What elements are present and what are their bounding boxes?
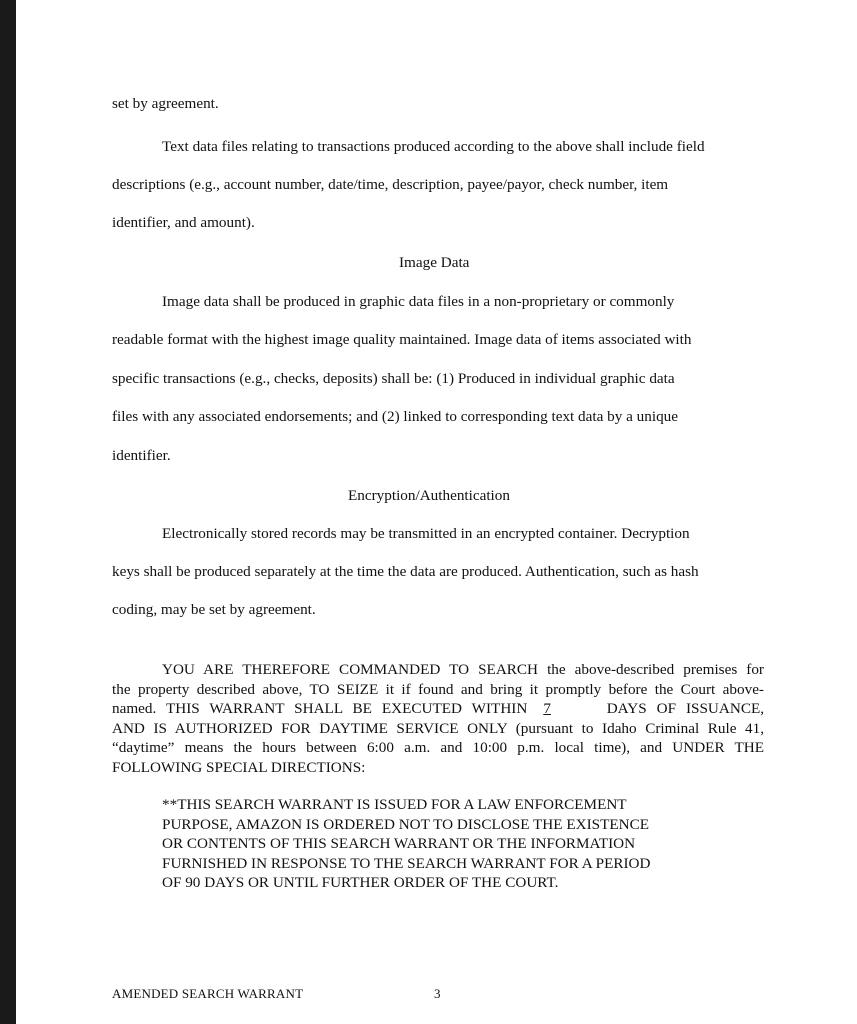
paragraph-line: Electronically stored records may be transmitted in an encrypted container. Decryption [162,525,690,542]
paragraph-line: keys shall be produced separately at the time the data are produced. Authentication, such as hash [112,563,699,580]
paragraph-line: Text data files relating to transactions produced according to the above shall include field [162,138,705,155]
image-data-heading: Image Data [399,254,470,271]
special-direction-line: OR CONTENTS OF THIS SEARCH WARRANT OR THE INFORMATION [162,835,636,852]
paragraph-line: set by agreement. [112,95,219,112]
paragraph-line: identifier, and amount). [112,214,255,231]
paragraph-line: identifier. [112,447,171,464]
paragraph-line: Image data shall be produced in graphic data files in a non-proprietary or commonly [162,293,675,310]
command-line-days [112,699,764,719]
special-direction-line: PURPOSE, AMAZON IS ORDERED NOT TO DISCLOSE THE EXISTENCE [162,815,650,833]
command-line: “daytime” means the hours between 6:00 a.m. and 10:00 p.m. local time), and UNDER THE [112,739,764,756]
document-page [16,0,857,1024]
command-line: FOLLOWING SPECIAL DIRECTIONS: [112,758,366,776]
command-paragraph [112,660,764,777]
paragraph-line: files with any associated endorsements; and (2) linked to corresponding text data by a unique [112,408,679,425]
special-direction-line: FURNISHED IN RESPONSE TO THE SEARCH WARRANT FOR A PERIOD [162,854,651,872]
command-line-suffix: DAYS OF ISSUANCE, [606,700,765,717]
days-value: 7 [543,700,551,717]
command-line-prefix: named. THIS WARRANT SHALL BE EXECUTED WITHIN [112,700,528,717]
paragraph-line: specific transactions (e.g., checks, deposits) shall be: (1) Produced in individual graphic data [112,370,675,387]
paragraph-line: descriptions (e.g., account number, date/time, description, payee/payor, check number, item [112,176,669,193]
command-line: AND IS AUTHORIZED FOR DAYTIME SERVICE ONLY (pursuant to Idaho Criminal Rule 41, [112,719,764,737]
command-line: YOU ARE THEREFORE COMMANDED TO SEARCH the above-described premises for [162,661,764,678]
paragraph-line: coding, may be set by agreement. [112,601,316,618]
command-line: the property described above, TO SEIZE it if found and bring it promptly before the Court above- [112,680,764,698]
footer-page-number: 3 [434,986,441,1001]
special-direction-line: OF 90 DAYS OR UNTIL FURTHER ORDER OF THE COURT. [162,874,559,891]
paragraph-line: readable format with the highest image quality maintained. Image data of items associated with [112,331,692,348]
encryption-heading: Encryption/Authentication [348,487,510,504]
special-direction-line: **THIS SEARCH WARRANT IS ISSUED FOR A LAW ENFORCEMENT [162,796,627,813]
special-directions [162,795,650,893]
footer-document-title: AMENDED SEARCH WARRANT [112,986,304,1001]
viewer-left-edge [0,0,16,1024]
